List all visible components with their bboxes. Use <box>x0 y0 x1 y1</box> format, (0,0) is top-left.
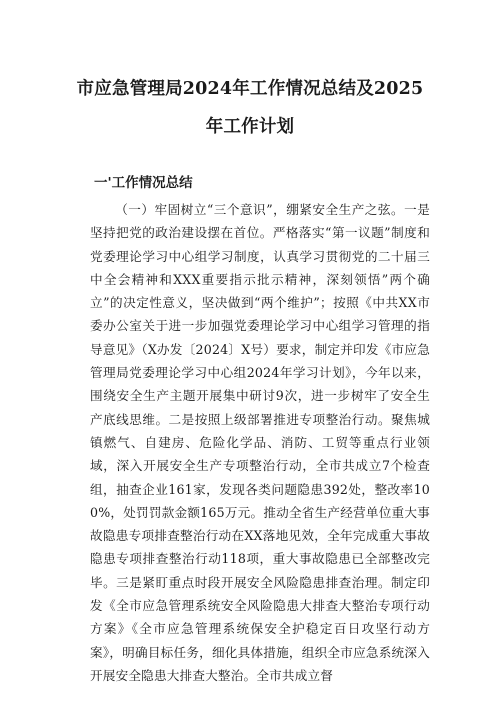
body-paragraph: （一）牢固树立“三个意识”，绷紧安全生产之弦。一是坚持把党的政治建设摆在首位。严格落实“第一议题”制度和党委理论学习中心组学习制度，认真学习贯彻党的二十届三中全会精神和XXX重要指示批示精神，深刻领悟”两个确立”的决定性意义，坚决做到“两个维护”；按照《中共XX市委办公室关于进一步加强党委理论学习中心组学习管理的指导意见》（X办发〔2024〕X号）要求，制定并印发《市应急管理局党委理论学习中心组2024年学习计划》，今年以来，围绕安全生产主题开展集中研讨9次，进一步树牢了安全生产底线思维。二是按照上级部署推进专项整治行动。聚焦城镇燃气、自建房、危险化学品、消防、工贸等重点行业领域，深入开展安全生产专项整治行动，全市共成立7个检查组，抽查企业161家，发现各类问题隐患392处，整改率100%，处罚罚款金额165万元。推动全省生产经营单位重大事故隐患专项排查整治行动在XX落地见效，全年完成重大事故隐患专项排查整治行动118项，重大事故隐患已全部整改完毕。三是紧盯重点时段开展安全风险隐患排查治理。制定印发《全市应急管理系统安全风险隐患大排查大整治专项行动方案》《全市应急管理系统保安全护稳定百日攻坚行动方案》，明确目标任务，细化具体措施，组织全市应急系统深入开展安全隐患大排查大整治。全市共成立督 <box>90 202 430 683</box>
title-block <box>70 70 430 146</box>
section-heading: 一'工作情况总结 <box>94 175 193 191</box>
document-title-line-2: 年工作计划 <box>205 117 295 137</box>
document-title-line-1: 市应急管理局2024年工作情况总结及2025 <box>76 79 424 99</box>
